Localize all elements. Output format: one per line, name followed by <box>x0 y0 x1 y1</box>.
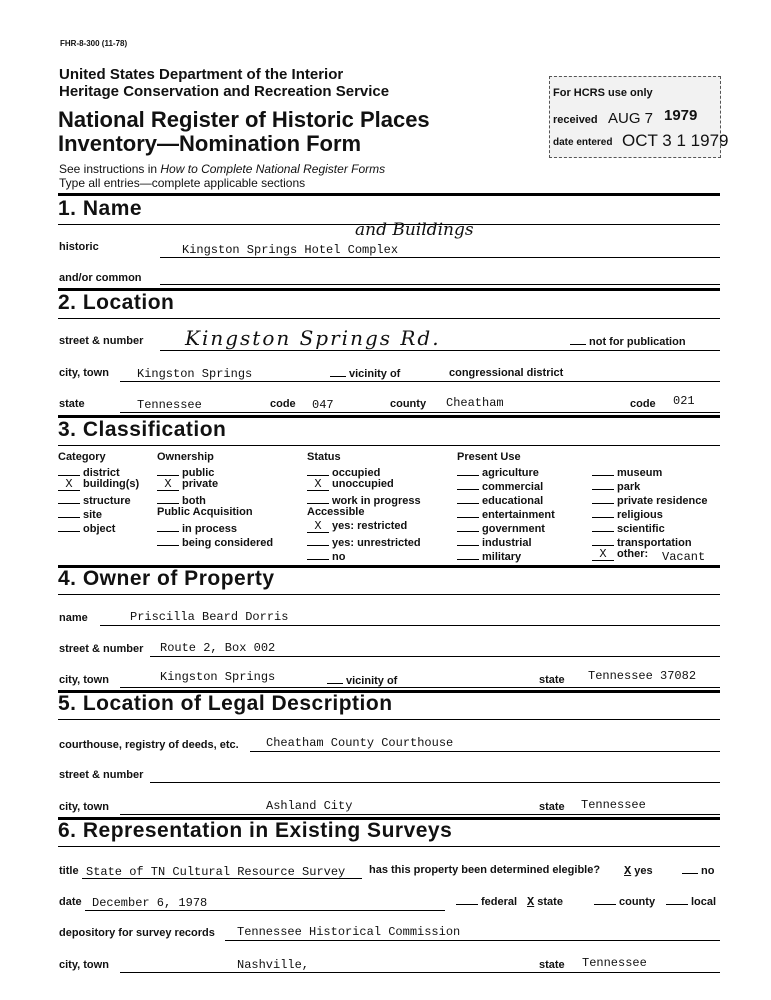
eligible-yes-label: yes <box>634 865 653 877</box>
owner-city-value: Kingston Springs <box>160 670 276 684</box>
owner-street-label: street & number <box>59 643 144 655</box>
accessible-option <box>307 520 407 533</box>
agency-line-1: United States Department of the Interior <box>59 66 344 83</box>
survey-date-label: date <box>59 896 82 908</box>
location-vicinity-label: vicinity of <box>349 368 401 380</box>
survey-title-line <box>82 878 362 879</box>
present-use-option-mark <box>457 548 479 560</box>
present-use-option-label: industrial <box>482 537 532 549</box>
section-1-top-rule <box>58 193 720 196</box>
status-heading: Status <box>307 451 341 463</box>
congressional-district-label: congressional district <box>449 367 564 379</box>
present-use-option-mark <box>457 506 479 518</box>
category-option <box>58 492 131 507</box>
section-3-title: 3. Classification <box>58 418 227 441</box>
present-use-option-label: commercial <box>482 481 544 493</box>
hcrs-entered-stamp: OCT 3 1 1979 <box>622 131 729 150</box>
section-2-bottom-rule <box>58 318 720 319</box>
instructions-line-1 <box>59 162 385 176</box>
courthouse-value: Cheatham County Courthouse <box>266 736 454 750</box>
section-3-bottom-rule <box>58 445 720 446</box>
location-vicinity-blank <box>330 367 346 377</box>
present-use-option-label: entertainment <box>482 509 555 521</box>
hcrs-entered-label: date entered <box>553 137 613 148</box>
present-use-option <box>592 534 692 549</box>
present-use-option-mark <box>592 464 614 476</box>
location-code-value: 047 <box>312 398 334 412</box>
accessible-option-label: no <box>332 551 346 563</box>
present-use-option-label: educational <box>482 495 544 507</box>
survey-title-label: title <box>59 865 79 877</box>
present-use-option-label: government <box>482 523 545 535</box>
present-use-option-mark <box>592 506 614 518</box>
present-use-option-label: agriculture <box>482 467 539 479</box>
accessible-option <box>307 548 345 563</box>
depository-label: depository for survey records <box>59 927 215 939</box>
present-use-option-label: museum <box>617 467 663 479</box>
present-use-option <box>592 506 663 521</box>
owner-vicinity <box>327 674 397 687</box>
present-use-option <box>592 492 708 507</box>
eligible-question: has this property been determined elegible? <box>369 864 601 876</box>
location-city-value: Kingston Springs <box>137 367 253 381</box>
level-local <box>666 895 716 908</box>
present-use-option <box>457 492 543 507</box>
accessible-option-mark <box>307 534 329 546</box>
survey-city-label: city, town <box>59 959 109 971</box>
category-option <box>58 478 139 491</box>
present-use-option-label: other: <box>617 548 649 560</box>
present-use-option-label: scientific <box>617 523 665 535</box>
common-name-label: and/or common <box>59 272 142 284</box>
level-state <box>527 895 563 909</box>
present-use-option <box>592 548 648 561</box>
survey-date-value: December 6, 1978 <box>92 896 208 910</box>
location-county-code-label: code <box>630 398 656 410</box>
eligible-no-label: no <box>701 865 715 877</box>
survey-title-value: State of TN Cultural Resource Survey <box>86 865 346 879</box>
owner-name-value: Priscilla Beard Dorris <box>130 610 289 624</box>
category-option-mark <box>58 506 80 518</box>
owner-name-label: name <box>59 612 88 624</box>
historic-name-value: Kingston Springs Hotel Complex <box>182 243 399 257</box>
accessible-heading: Accessible <box>307 506 365 518</box>
depository-line <box>225 940 720 941</box>
section-1-title: 1. Name <box>58 197 143 220</box>
eligible-yes-mark: X <box>624 864 632 878</box>
depository-value: Tennessee Historical Commission <box>237 925 461 939</box>
eligible-no <box>682 864 714 877</box>
acquisition-option-mark <box>157 534 179 546</box>
location-street-line <box>160 350 720 351</box>
level-county-blank <box>594 895 616 905</box>
other-use-value: Vacant <box>662 550 706 564</box>
status-option-mark: X <box>307 479 329 491</box>
historic-line <box>160 257 720 258</box>
present-use-option-mark <box>592 520 614 532</box>
acquisition-option <box>157 520 237 535</box>
present-use-option-label: military <box>482 551 522 563</box>
form-title-2: Inventory—Nomination Form <box>58 131 362 156</box>
owner-state-label: state <box>539 674 565 686</box>
owner-vicinity-label: vicinity of <box>346 675 398 687</box>
owner-vicinity-blank <box>327 674 343 684</box>
ownership-option-mark: X <box>157 479 179 491</box>
section-4-bottom-rule <box>58 594 720 595</box>
level-federal <box>456 895 517 908</box>
acquisition-option <box>157 534 273 549</box>
location-city-label: city, town <box>59 367 109 379</box>
present-use-option <box>592 478 640 493</box>
accessible-option <box>307 534 421 549</box>
owner-name-line <box>100 625 720 626</box>
ownership-option-mark <box>157 464 179 476</box>
location-county-code-value: 021 <box>673 394 695 408</box>
location-city-line <box>120 381 720 382</box>
ownership-heading: Ownership <box>157 451 214 463</box>
accessible-option-mark <box>307 548 329 560</box>
public-acquisition-heading: Public Acquisition <box>157 506 253 518</box>
owner-city-line <box>120 687 720 688</box>
present-use-option-mark <box>457 478 479 490</box>
category-option-label: district <box>83 467 120 479</box>
category-heading: Category <box>58 451 106 463</box>
status-option <box>307 492 421 507</box>
present-use-option <box>592 520 665 535</box>
courthouse-label: courthouse, registry of deeds, etc. <box>59 739 239 751</box>
level-state-label: state <box>537 896 563 908</box>
legal-city-value: Ashland City <box>266 799 353 813</box>
category-option <box>58 506 102 521</box>
present-use-option <box>457 534 532 549</box>
present-use-option-label: park <box>617 481 641 493</box>
present-use-option-mark <box>592 492 614 504</box>
status-option <box>307 478 394 491</box>
ownership-option <box>157 478 218 491</box>
instructions-title: How to Complete National Register Forms <box>160 162 386 176</box>
category-option-label: site <box>83 509 102 521</box>
status-option-mark <box>307 492 329 504</box>
present-use-heading: Present Use <box>457 451 521 463</box>
section-2-title: 2. Location <box>58 291 175 314</box>
present-use-option-mark <box>592 478 614 490</box>
accessible-option-label: yes: unrestricted <box>332 537 421 549</box>
location-county-value: Cheatham <box>446 396 504 410</box>
historic-handwriting: and Buildings <box>355 220 474 240</box>
present-use-option-label: private residence <box>617 495 708 507</box>
courthouse-line <box>250 751 720 752</box>
category-option-mark <box>58 464 80 476</box>
location-state-line <box>120 412 720 413</box>
instructions-prefix: See instructions in <box>59 162 161 176</box>
owner-state-value: Tennessee 37082 <box>588 669 697 683</box>
acquisition-option-label: in process <box>182 523 238 535</box>
hcrs-received-year: 1979 <box>664 107 698 124</box>
section-5-bottom-rule <box>58 719 720 720</box>
present-use-option-mark <box>457 492 479 504</box>
location-state-value: Tennessee <box>137 398 202 412</box>
location-county-label: county <box>390 398 427 410</box>
not-for-publication-blank <box>570 335 586 345</box>
ownership-option-label: private <box>182 478 219 490</box>
survey-state-label: state <box>539 959 565 971</box>
status-option-mark <box>307 464 329 476</box>
legal-street-label: street & number <box>59 769 144 781</box>
present-use-option <box>457 464 539 479</box>
acquisition-option-mark <box>157 520 179 532</box>
accessible-option-mark: X <box>307 521 329 533</box>
present-use-option-mark: X <box>592 549 614 561</box>
owner-city-label: city, town <box>59 674 109 686</box>
hcrs-received-stamp: AUG 7 <box>608 110 654 127</box>
legal-state-value: Tennessee <box>581 798 646 812</box>
present-use-option-mark <box>457 534 479 546</box>
ownership-option-mark <box>157 492 179 504</box>
category-option-label: structure <box>83 495 131 507</box>
present-use-option <box>457 506 555 521</box>
section-4-title: 4. Owner of Property <box>58 567 275 590</box>
present-use-option-label: transportation <box>617 537 692 549</box>
present-use-option-label: religious <box>617 509 663 521</box>
survey-city-value: Nashville, <box>237 958 310 972</box>
form-id: FHR-8-300 (11-78) <box>60 39 128 48</box>
survey-city-line <box>120 972 720 973</box>
instructions-line-2: Type all entries—complete applicable sections <box>59 176 306 190</box>
section-6-title: 6. Representation in Existing Surveys <box>58 819 453 842</box>
present-use-option <box>457 548 521 563</box>
level-state-mark: X <box>527 895 535 909</box>
hcrs-heading: For HCRS use only <box>553 87 653 99</box>
survey-date-line <box>85 910 445 911</box>
acquisition-option-label: being considered <box>182 537 274 549</box>
accessible-option-label: yes: restricted <box>332 520 408 532</box>
status-option-label: occupied <box>332 467 381 479</box>
eligible-yes <box>624 864 653 878</box>
present-use-option-mark <box>457 464 479 476</box>
location-vicinity <box>330 367 400 380</box>
ownership-option-label: both <box>182 495 206 507</box>
category-option-mark <box>58 520 80 532</box>
legal-state-label: state <box>539 801 565 813</box>
agency-line-2: Heritage Conservation and Recreation Service <box>59 83 390 100</box>
legal-city-label: city, town <box>59 801 109 813</box>
category-option <box>58 520 115 535</box>
eligible-no-blank <box>682 864 698 874</box>
level-federal-blank <box>456 895 478 905</box>
ownership-option-label: public <box>182 467 215 479</box>
present-use-option-mark <box>457 520 479 532</box>
present-use-option <box>457 478 543 493</box>
section-5-title: 5. Location of Legal Description <box>58 692 393 715</box>
historic-label: historic <box>59 241 99 253</box>
ownership-option <box>157 492 206 507</box>
common-name-line <box>160 284 720 285</box>
not-for-publication-label: not for publication <box>589 336 686 348</box>
survey-state-value: Tennessee <box>582 956 647 970</box>
location-street-label: street & number <box>59 335 144 347</box>
category-option-mark <box>58 492 80 504</box>
location-street-handwriting: Kingston Springs Rd. <box>185 326 441 350</box>
level-county <box>594 895 655 908</box>
level-local-blank <box>666 895 688 905</box>
category-option-label: building(s) <box>83 478 140 490</box>
not-for-publication <box>570 335 686 348</box>
present-use-option <box>592 464 662 479</box>
section-6-bottom-rule <box>58 846 720 847</box>
legal-street-line <box>150 782 720 783</box>
owner-street-value: Route 2, Box 002 <box>160 641 276 655</box>
level-federal-label: federal <box>481 896 518 908</box>
hcrs-use-box <box>549 76 729 158</box>
legal-city-line <box>120 814 720 815</box>
status-option-label: unoccupied <box>332 478 394 490</box>
level-county-label: county <box>619 896 656 908</box>
present-use-option <box>457 520 545 535</box>
owner-street-line <box>150 656 720 657</box>
level-local-label: local <box>691 896 717 908</box>
category-option-mark: X <box>58 479 80 491</box>
present-use-option-mark <box>592 534 614 546</box>
status-option-label: work in progress <box>332 495 421 507</box>
category-option-label: object <box>83 523 116 535</box>
location-state-label: state <box>59 398 85 410</box>
hcrs-received-label: received <box>553 114 598 126</box>
form-title-1: National Register of Historic Places <box>58 107 430 132</box>
location-code-label: code <box>270 398 296 410</box>
